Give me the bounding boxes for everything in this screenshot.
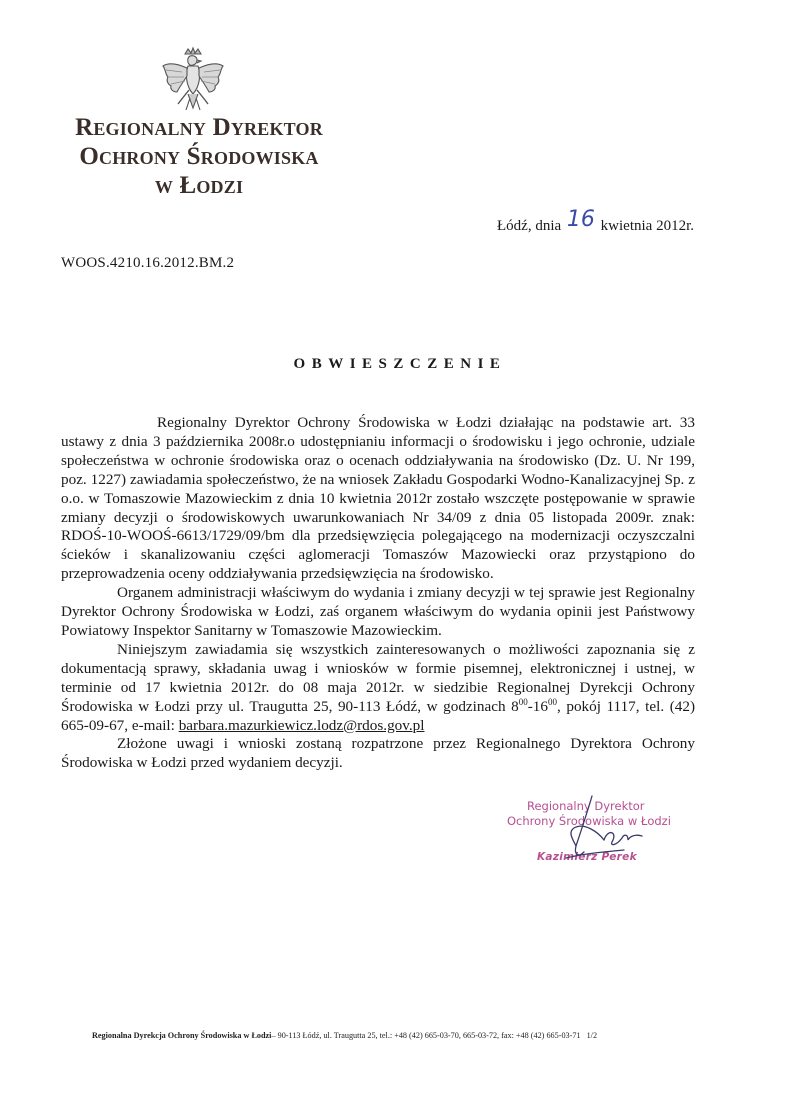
handwritten-day: 16 [566, 207, 595, 232]
hours-start-superscript: 00 [518, 696, 528, 707]
paragraph-3-text-a: Niniejszym zawiadamia się wszystkich zainteresowanych o możliwości zapoznania się z dokumentacją sprawy, składania uwag i wniosków w formie pisemnej, elektronicznej i ustnej, w terminie od 17 kwietnia 2012r. do 08 maja 2012r. w siedzibie Regionalnej Dyrekcji Ochrony Środowiska w Łodzi przy ul. Traugutta 25, 90-113 Łódź, w godzinach 8 [61, 640, 695, 715]
date-suffix: kwietnia 2012r. [600, 218, 694, 234]
paragraph-3 [61, 641, 695, 736]
eagle-emblem-icon [160, 46, 226, 120]
email-link[interactable]: barbara.mazurkiewicz.lodz@rdos.gov.pl [178, 716, 425, 734]
authority-line-1: Regionalny Dyrektor [75, 114, 323, 141]
hours-end-superscript: 00 [547, 696, 557, 707]
page-footer [92, 1031, 732, 1040]
document-title: OBWIESZCZENIE [293, 356, 507, 372]
date-prefix: Łódź, dnia [497, 218, 562, 234]
handwritten-signature-icon [532, 788, 662, 878]
issuing-authority [40, 113, 358, 200]
page-number: 1/2 [586, 1031, 598, 1040]
authority-line-2: Ochrony Środowiska [79, 143, 319, 170]
date-line [480, 207, 694, 236]
paragraph-3-text-b: , pokój 1117, tel. (42) 665-09-67, e-mail: [61, 697, 695, 734]
paragraph-4: Złożone uwagi i wnioski zostaną rozpatrzone przez Regionalnego Dyrektora Ochrony Środowiska w Łodzi przed wydaniem decyzji. [61, 735, 695, 772]
stamp-line-2: Ochrony Środowiska w Łodzi [507, 814, 671, 828]
notice-body [61, 414, 695, 773]
footer-address: – 90-113 Łódź, ul. Traugutta 25, tel.: +48 (42) 665-03-70, 665-03-72, fax: +48 (42) 665-03-71 [271, 1031, 581, 1040]
stamp-line-1: Regionalny Dyrektor [527, 799, 645, 813]
paragraph-2: Organem administracji właściwym do wydania i zmiany decyzji w tej sprawie jest Regionalny Dyrektor Ochrony Środowiska w Łodzi, zaś organem właściwym do wydania opinii jest Państwowy Powiatowy Inspektor Sanitarny w Tomaszowie Mazowieckim. [61, 584, 695, 639]
footer-organization: Regionalna Dyrekcja Ochrony Środowiska w Łodzi [92, 1031, 272, 1040]
case-reference: WOOS.4210.16.2012.BM.2 [61, 255, 235, 271]
paragraph-1: Regionalny Dyrektor Ochrony Środowiska w Łodzi działając na podstawie art. 33 ustawy z dnia 3 października 2008r.o udostępnianiu informacji o środowisku i jego ochronie, udziale społeczeństwa w ochronie środowiska oraz o ocenach oddziaływania na środowisko (Dz. U. Nr 199, poz. 1227) zawiadamia społeczeństwo, że na wniosek Zakładu Gospodarki Wodno-Kanalizacyjnej Sp. z o.o. w Tomaszowie Mazowieckim z dnia 10 kwietnia 2012r zostało wszczęte postępowanie w sprawie zmiany decyzji o środowiskowych uwarunkowaniach Nr 34/09 z dnia 05 listopada 2009r. znak: RDOŚ-10-WOOŚ-6613/1729/09/bm dla przedsięwzięcia polegającego na modernizacji oczyszczalni ścieków i skanalizowaniu części aglomeracji Tomaszów Mazowiecki oraz przystąpiono do przeprowadzenia oceny oddziaływania przedsięwzięcia na środowisko. [61, 414, 695, 583]
stamp-signatory-name: Kazimierz Perek [537, 851, 637, 863]
paragraph-3-hours-mid: -16 [527, 697, 548, 715]
authority-line-3: w Łodzi [154, 172, 244, 199]
